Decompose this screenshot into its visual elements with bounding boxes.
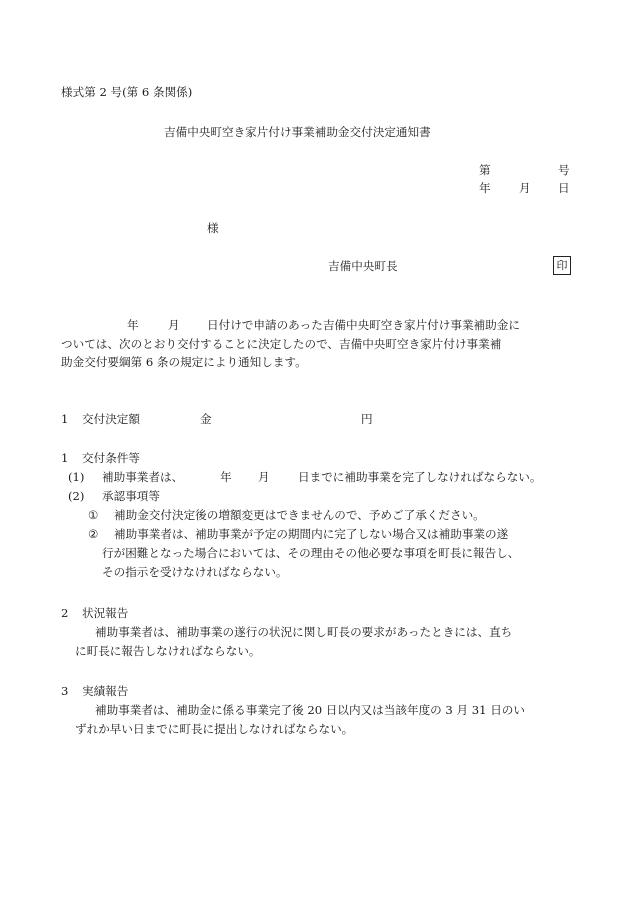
results-line1: 補助事業者は、補助金に係る事業完了後 20 日以内又は当該年度の 3 月 31 日のい: [95, 703, 525, 717]
amount-kin: 金: [200, 412, 212, 426]
date-hi: 日: [558, 181, 570, 195]
amount-label: 交付決定額: [82, 412, 140, 426]
seal-mark: 印: [553, 256, 571, 275]
conditions-number: 1: [61, 451, 69, 465]
sub-item-1-number: ①: [88, 508, 99, 522]
sub-item-2-line2: 行が困難となった場合においては、その理由その他必要な事項を町長に報告し、: [102, 546, 520, 560]
intro-line1-rest: 日付けで申請のあった吉備中央町空き家片付け事業補助金に: [207, 318, 520, 332]
results-line2: ずれか早い日までに町長に提出しなければならない。: [75, 722, 354, 736]
condition-2-number: (2): [68, 489, 85, 503]
status-heading: 状況報告: [82, 606, 129, 620]
amount-number: 1: [61, 412, 69, 426]
status-line1: 補助事業者は、補助事業の遂行の状況に関し町長の要求があったときには、直ち: [95, 625, 513, 639]
sub-item-2-line1: 補助事業者は、補助事業が予定の期間内に完了しない場合又は補助事業の遂: [114, 527, 509, 541]
condition-2-text: 承認事項等: [102, 489, 160, 503]
condition-1-number: (1): [68, 470, 85, 484]
conditions-heading: 交付条件等: [82, 451, 140, 465]
sub-item-2-line3: その指示を受けなければならない。: [102, 565, 288, 579]
results-heading: 実績報告: [82, 684, 129, 698]
results-number: 3: [61, 684, 69, 698]
number-dai: 第: [479, 163, 491, 177]
amount-yen: 円: [361, 412, 373, 426]
status-number: 2: [61, 606, 69, 620]
intro-line2: ついては、次のとおり交付することに決定したので、吉備中央町空き家片付け事業補: [61, 337, 502, 351]
sub-item-2-number: ②: [88, 527, 99, 541]
document-title: 吉備中央町空き家片付け事業補助金交付決定通知書: [164, 125, 431, 139]
intro-nen: 年: [127, 318, 139, 332]
intro-line3: 助金交付要綱第 6 条の規定により通知します。: [61, 355, 307, 369]
condition-1-post: 日までに補助事業を完了しなければならない。: [298, 470, 542, 484]
condition-1-tsuki: 月: [258, 470, 270, 484]
condition-1-nen: 年: [220, 470, 232, 484]
status-line2: に町長に報告しなければならない。: [75, 644, 261, 658]
condition-1-pre: 補助事業者は、: [102, 470, 184, 484]
issuer-name: 吉備中央町長: [328, 259, 398, 273]
form-label: 様式第 2 号(第 6 条関係): [61, 85, 193, 99]
recipient-suffix: 様: [207, 221, 219, 235]
date-nen: 年: [479, 181, 491, 195]
sub-item-1-text: 補助金交付決定後の増額変更はできませんので、予めご了承ください。: [114, 508, 485, 522]
intro-tsuki: 月: [168, 318, 180, 332]
number-gou: 号: [558, 163, 570, 177]
date-tsuki: 月: [519, 181, 531, 195]
